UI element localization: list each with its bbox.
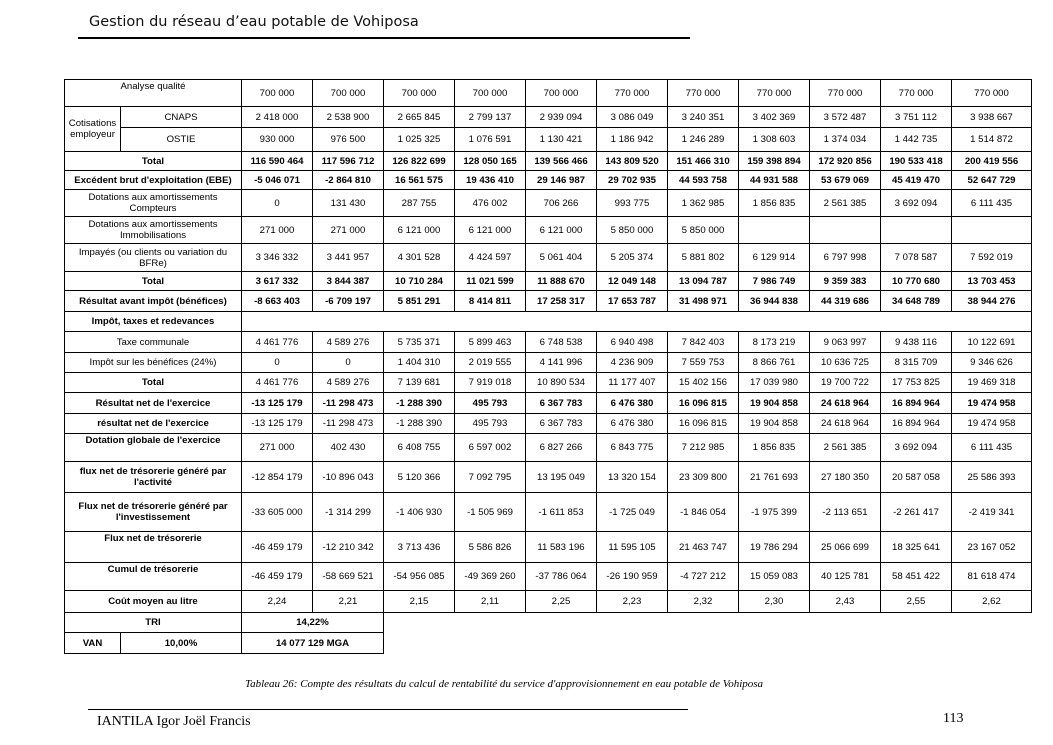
cell: 9 063 997 xyxy=(810,332,881,353)
cell: 9 438 116 xyxy=(881,332,952,353)
row-label: Analyse qualité xyxy=(65,80,242,107)
cell: 23 167 052 xyxy=(952,532,1032,563)
cell: 3 617 332 xyxy=(242,272,313,291)
row-resultat-net-2 xyxy=(65,414,1032,434)
cell: -5 046 071 xyxy=(242,171,313,190)
cell: 6 797 998 xyxy=(810,244,881,272)
cell: 2,43 xyxy=(810,591,881,613)
cell: 976 500 xyxy=(313,128,384,152)
row-ebe xyxy=(65,171,1032,190)
row-ostie xyxy=(65,128,1032,152)
cell: 2,24 xyxy=(242,591,313,613)
cell: 4 461 776 xyxy=(242,373,313,393)
cell: 271 000 xyxy=(242,434,313,462)
cell: 700 000 xyxy=(313,80,384,107)
cell: 8 173 219 xyxy=(739,332,810,353)
cell: 11 888 670 xyxy=(526,272,597,291)
cell: 2,62 xyxy=(952,591,1032,613)
cell: 6 129 914 xyxy=(739,244,810,272)
cell: 3 844 387 xyxy=(313,272,384,291)
cell: 131 430 xyxy=(313,190,384,217)
cell: 11 177 407 xyxy=(597,373,668,393)
cell: 1 025 325 xyxy=(384,128,455,152)
cell: 44 593 758 xyxy=(668,171,739,190)
cell: 128 050 165 xyxy=(455,152,526,171)
cell: 116 590 464 xyxy=(242,152,313,171)
row-label: Dotations aux amortissements Compteurs xyxy=(65,190,242,217)
cell: 1 076 591 xyxy=(455,128,526,152)
cell: 4 589 276 xyxy=(313,332,384,353)
cell: 2 939 094 xyxy=(526,107,597,128)
cell: 17 653 787 xyxy=(597,291,668,312)
cell: 6 121 000 xyxy=(526,217,597,244)
cell: -1 975 399 xyxy=(739,493,810,532)
van-value: 14 077 129 MGA xyxy=(242,633,384,654)
cell: 19 700 722 xyxy=(810,373,881,393)
row-label: Taxe communale xyxy=(65,332,242,353)
cell: 8 866 761 xyxy=(739,353,810,373)
cell: 2 665 845 xyxy=(384,107,455,128)
cell: 139 566 466 xyxy=(526,152,597,171)
cell: 29 702 935 xyxy=(597,171,668,190)
cell: 6 111 435 xyxy=(952,190,1032,217)
cell: 1 856 835 xyxy=(739,434,810,462)
cell: 13 320 154 xyxy=(597,462,668,493)
cell: 19 904 858 xyxy=(739,414,810,434)
cell: 7 842 403 xyxy=(668,332,739,353)
cell: 24 618 964 xyxy=(810,393,881,414)
cell: 0 xyxy=(242,190,313,217)
cell: 3 240 351 xyxy=(668,107,739,128)
cell: 2,21 xyxy=(313,591,384,613)
cell: 7 078 587 xyxy=(881,244,952,272)
cotisations-label: Cotisations employeur xyxy=(65,107,121,152)
cell: 271 000 xyxy=(313,217,384,244)
row-label: Flux net de trésorerie généré par l'investissement xyxy=(65,493,242,532)
cell: 930 000 xyxy=(242,128,313,152)
cell: 31 498 971 xyxy=(668,291,739,312)
cell: 1 442 735 xyxy=(881,128,952,152)
cell: 27 180 350 xyxy=(810,462,881,493)
cell: 770 000 xyxy=(952,80,1032,107)
cell: 19 469 318 xyxy=(952,373,1032,393)
cell: 52 647 729 xyxy=(952,171,1032,190)
cell: 13 195 049 xyxy=(526,462,597,493)
cell: 4 141 996 xyxy=(526,353,597,373)
row-label: Coût moyen au litre xyxy=(65,591,242,613)
cell: 402 430 xyxy=(313,434,384,462)
cell: 36 944 838 xyxy=(739,291,810,312)
footer-divider xyxy=(88,709,688,710)
cell: 17 753 825 xyxy=(881,373,952,393)
tri-value: 14,22% xyxy=(242,613,384,633)
cell: 6 748 538 xyxy=(526,332,597,353)
cell: 16 561 575 xyxy=(384,171,455,190)
blank xyxy=(384,613,1032,633)
row-cnaps xyxy=(65,107,1032,128)
cell: 190 533 418 xyxy=(881,152,952,171)
cell: 19 474 958 xyxy=(952,393,1032,414)
row-cumul-tresorerie xyxy=(65,563,1032,591)
cell: 5 899 463 xyxy=(455,332,526,353)
row-label: OSTIE xyxy=(121,128,242,152)
cell: -54 956 085 xyxy=(384,563,455,591)
cell: 993 775 xyxy=(597,190,668,217)
cell: 13 703 453 xyxy=(952,272,1032,291)
row-dotations-compteurs xyxy=(65,190,1032,217)
cell: 0 xyxy=(242,353,313,373)
cell: -11 298 473 xyxy=(313,393,384,414)
cell: 38 944 276 xyxy=(952,291,1032,312)
row-flux-investissement xyxy=(65,493,1032,532)
cell: 126 822 699 xyxy=(384,152,455,171)
row-analyse xyxy=(65,80,1032,107)
cell: -37 786 064 xyxy=(526,563,597,591)
cell: 18 325 641 xyxy=(881,532,952,563)
cell: 53 679 069 xyxy=(810,171,881,190)
results-table xyxy=(64,79,1032,654)
cell: 11 021 599 xyxy=(455,272,526,291)
cell: 7 986 749 xyxy=(739,272,810,291)
cell: -2 864 810 xyxy=(313,171,384,190)
cell: 25 066 699 xyxy=(810,532,881,563)
cell: 16 096 815 xyxy=(668,393,739,414)
cell: 151 466 310 xyxy=(668,152,739,171)
cell: 3 938 667 xyxy=(952,107,1032,128)
cell: 1 186 942 xyxy=(597,128,668,152)
cell: 17 258 317 xyxy=(526,291,597,312)
van-rate: 10,00% xyxy=(121,633,242,654)
cell: 770 000 xyxy=(597,80,668,107)
cell: 1 246 289 xyxy=(668,128,739,152)
cell: 1 404 310 xyxy=(384,353,455,373)
cell: 15 402 156 xyxy=(668,373,739,393)
cell: 2 418 000 xyxy=(242,107,313,128)
row-label: Flux net de trésorerie xyxy=(65,532,242,563)
cell: 16 894 964 xyxy=(881,393,952,414)
cell: 770 000 xyxy=(668,80,739,107)
cell: 1 856 835 xyxy=(739,190,810,217)
cell: -1 406 930 xyxy=(384,493,455,532)
cell: 17 039 980 xyxy=(739,373,810,393)
cell: 16 894 964 xyxy=(881,414,952,434)
footer-author: IANTILA Igor Joël Francis xyxy=(97,714,251,729)
cell: -49 369 260 xyxy=(455,563,526,591)
cell: 6 121 000 xyxy=(384,217,455,244)
cell: 4 301 528 xyxy=(384,244,455,272)
cell: 19 436 410 xyxy=(455,171,526,190)
cell: -2 261 417 xyxy=(881,493,952,532)
cell: 34 648 789 xyxy=(881,291,952,312)
cell xyxy=(739,217,810,244)
cell: 6 827 266 xyxy=(526,434,597,462)
results-table-body xyxy=(65,80,1032,654)
cell: 81 618 474 xyxy=(952,563,1032,591)
cell xyxy=(881,217,952,244)
section-label: Impôt, taxes et redevances xyxy=(65,312,242,332)
row-label: Excédent brut d'exploitation (EBE) xyxy=(65,171,242,190)
cell: 2 019 555 xyxy=(455,353,526,373)
cell: 5 735 371 xyxy=(384,332,455,353)
cell: 495 793 xyxy=(455,393,526,414)
cell: 9 346 626 xyxy=(952,353,1032,373)
cell: 0 xyxy=(313,353,384,373)
cell: 21 463 747 xyxy=(668,532,739,563)
cell: 19 904 858 xyxy=(739,393,810,414)
cell: -1 288 390 xyxy=(384,393,455,414)
row-dotation-globale xyxy=(65,434,1032,462)
cell: 5 586 826 xyxy=(455,532,526,563)
row-flux-activite xyxy=(65,462,1032,493)
cell: 29 146 987 xyxy=(526,171,597,190)
cell: 19 474 958 xyxy=(952,414,1032,434)
cell: 9 359 383 xyxy=(810,272,881,291)
cell: 700 000 xyxy=(384,80,455,107)
cell: 495 793 xyxy=(455,414,526,434)
cell: 2,25 xyxy=(526,591,597,613)
cell: 4 236 909 xyxy=(597,353,668,373)
cell: 6 367 783 xyxy=(526,393,597,414)
row-label: flux net de trésorerie généré par l'activité xyxy=(65,462,242,493)
cell: 3 441 957 xyxy=(313,244,384,272)
cell: 5 850 000 xyxy=(668,217,739,244)
cell: 8 414 811 xyxy=(455,291,526,312)
row-label: Résultat avant impôt (bénéfices) xyxy=(65,291,242,312)
cell: 6 476 380 xyxy=(597,393,668,414)
cell: 770 000 xyxy=(739,80,810,107)
cell: 11 583 196 xyxy=(526,532,597,563)
cell: 143 809 520 xyxy=(597,152,668,171)
cell: 2 799 137 xyxy=(455,107,526,128)
cell: 2 561 385 xyxy=(810,434,881,462)
cell: 2 538 900 xyxy=(313,107,384,128)
cell: 13 094 787 xyxy=(668,272,739,291)
row-label: Cumul de trésorerie xyxy=(65,563,242,591)
cell: 700 000 xyxy=(526,80,597,107)
cell: -6 709 197 xyxy=(313,291,384,312)
cell: 3 402 369 xyxy=(739,107,810,128)
cell: 6 121 000 xyxy=(455,217,526,244)
cell: 1 514 872 xyxy=(952,128,1032,152)
cell: -1 505 969 xyxy=(455,493,526,532)
row-taxe-communale xyxy=(65,332,1032,353)
cell: 1 362 985 xyxy=(668,190,739,217)
cell: 10 636 725 xyxy=(810,353,881,373)
cell: -26 190 959 xyxy=(597,563,668,591)
cell: 5 850 000 xyxy=(597,217,668,244)
cell: 3 692 094 xyxy=(881,434,952,462)
cell: 3 346 332 xyxy=(242,244,313,272)
row-label: Total xyxy=(65,272,242,291)
cell: 2 561 385 xyxy=(810,190,881,217)
cell: 58 451 422 xyxy=(881,563,952,591)
cell: -1 288 390 xyxy=(384,414,455,434)
cell: 44 931 588 xyxy=(739,171,810,190)
cell: 172 920 856 xyxy=(810,152,881,171)
cell: -2 419 341 xyxy=(952,493,1032,532)
row-total-charges xyxy=(65,152,1032,171)
cell: 6 476 380 xyxy=(597,414,668,434)
cell: 16 096 815 xyxy=(668,414,739,434)
cell: 3 692 094 xyxy=(881,190,952,217)
cell: 40 125 781 xyxy=(810,563,881,591)
row-dotations-immobilisations xyxy=(65,217,1032,244)
cell: 10 770 680 xyxy=(881,272,952,291)
cell: -2 113 651 xyxy=(810,493,881,532)
row-label: Dotation globale de l'exercice xyxy=(65,434,242,462)
row-impot-header xyxy=(65,312,1032,332)
cell: -1 611 853 xyxy=(526,493,597,532)
cell: -4 727 212 xyxy=(668,563,739,591)
row-label: Dotations aux amortissements Immobilisations xyxy=(65,217,242,244)
row-label: Impôt sur les bénéfices (24%) xyxy=(65,353,242,373)
cell: 271 000 xyxy=(242,217,313,244)
cell: 7 212 985 xyxy=(668,434,739,462)
cell: 8 315 709 xyxy=(881,353,952,373)
cell: 6 367 783 xyxy=(526,414,597,434)
cell: 700 000 xyxy=(455,80,526,107)
page-header-title: Gestion du réseau d’eau potable de Vohiposa xyxy=(89,14,419,30)
row-label: Résultat net de l'exercice xyxy=(65,393,242,414)
cell: -13 125 179 xyxy=(242,414,313,434)
cell: 7 092 795 xyxy=(455,462,526,493)
cell: 10 890 534 xyxy=(526,373,597,393)
cell: 10 122 691 xyxy=(952,332,1032,353)
cell: 770 000 xyxy=(810,80,881,107)
row-impot-benefices xyxy=(65,353,1032,373)
cell: 4 461 776 xyxy=(242,332,313,353)
cell: 6 843 775 xyxy=(597,434,668,462)
cell: 706 266 xyxy=(526,190,597,217)
cell: 7 559 753 xyxy=(668,353,739,373)
cell: 6 408 755 xyxy=(384,434,455,462)
header-divider xyxy=(78,37,690,39)
blank xyxy=(384,633,1032,654)
cell xyxy=(810,217,881,244)
table-caption: Tableau 26: Compte des résultats du calcul de rentabilité du service d'approvisionnement en eau potable de Vohiposa xyxy=(245,678,764,690)
cell: -33 605 000 xyxy=(242,493,313,532)
van-label: VAN xyxy=(65,633,121,654)
section-empty-cell xyxy=(242,312,1032,332)
cell: 5 061 404 xyxy=(526,244,597,272)
cell: 1 130 421 xyxy=(526,128,597,152)
cell: -11 298 473 xyxy=(313,414,384,434)
cell: -58 669 521 xyxy=(313,563,384,591)
page-number: 113 xyxy=(943,711,964,726)
cell: 287 755 xyxy=(384,190,455,217)
cell: 20 587 058 xyxy=(881,462,952,493)
row-cout-moyen xyxy=(65,591,1032,613)
cell: 3 751 112 xyxy=(881,107,952,128)
tri-label: TRI xyxy=(65,613,242,633)
cell: 23 309 800 xyxy=(668,462,739,493)
cell: -46 459 179 xyxy=(242,532,313,563)
cell xyxy=(952,217,1032,244)
cell: 6 940 498 xyxy=(597,332,668,353)
row-resultat-net xyxy=(65,393,1032,414)
cell: 2,32 xyxy=(668,591,739,613)
cell: -1 314 299 xyxy=(313,493,384,532)
cell: -12 854 179 xyxy=(242,462,313,493)
row-total-impots xyxy=(65,373,1032,393)
cell: 2,30 xyxy=(739,591,810,613)
cell: 5 851 291 xyxy=(384,291,455,312)
row-van xyxy=(65,633,1032,654)
cell: -46 459 179 xyxy=(242,563,313,591)
cell: 2,11 xyxy=(455,591,526,613)
cell: 11 595 105 xyxy=(597,532,668,563)
cell: 5 881 802 xyxy=(668,244,739,272)
cell: 200 419 556 xyxy=(952,152,1032,171)
cell: 770 000 xyxy=(881,80,952,107)
cell: 6 111 435 xyxy=(952,434,1032,462)
cell: 24 618 964 xyxy=(810,414,881,434)
row-label: Impayés (ou clients ou variation du BFRe) xyxy=(65,244,242,272)
cell: 2,15 xyxy=(384,591,455,613)
row-tri xyxy=(65,613,1032,633)
cell: 1 308 603 xyxy=(739,128,810,152)
cell: 117 596 712 xyxy=(313,152,384,171)
cell: 2,55 xyxy=(881,591,952,613)
cell: 19 786 294 xyxy=(739,532,810,563)
row-resultat-avant-impot xyxy=(65,291,1032,312)
cell: 1 374 034 xyxy=(810,128,881,152)
cell: -8 663 403 xyxy=(242,291,313,312)
cell: -1 725 049 xyxy=(597,493,668,532)
cell: 2,23 xyxy=(597,591,668,613)
cell: 3 572 487 xyxy=(810,107,881,128)
cell: 4 589 276 xyxy=(313,373,384,393)
cell: 3 086 049 xyxy=(597,107,668,128)
row-label: CNAPS xyxy=(121,107,242,128)
cell: 10 710 284 xyxy=(384,272,455,291)
row-label: Total xyxy=(65,152,242,171)
row-flux-net xyxy=(65,532,1032,563)
cell: -10 896 043 xyxy=(313,462,384,493)
cell: 3 713 436 xyxy=(384,532,455,563)
row-label: Total xyxy=(65,373,242,393)
row-impayes xyxy=(65,244,1032,272)
cell: 7 139 681 xyxy=(384,373,455,393)
cell: -12 210 342 xyxy=(313,532,384,563)
cell: 21 761 693 xyxy=(739,462,810,493)
cell: 700 000 xyxy=(242,80,313,107)
cell: -13 125 179 xyxy=(242,393,313,414)
cell: 45 419 470 xyxy=(881,171,952,190)
cell: 159 398 894 xyxy=(739,152,810,171)
cell: 7 592 019 xyxy=(952,244,1032,272)
cell: 12 049 148 xyxy=(597,272,668,291)
cell: 7 919 018 xyxy=(455,373,526,393)
cell: 25 586 393 xyxy=(952,462,1032,493)
cell: 4 424 597 xyxy=(455,244,526,272)
cell: -1 846 054 xyxy=(668,493,739,532)
cell: 6 597 002 xyxy=(455,434,526,462)
cell: 5 205 374 xyxy=(597,244,668,272)
cell: 476 002 xyxy=(455,190,526,217)
cell: 5 120 366 xyxy=(384,462,455,493)
cell: 15 059 083 xyxy=(739,563,810,591)
cell: 44 319 686 xyxy=(810,291,881,312)
row-label: résultat net de l'exercice xyxy=(65,414,242,434)
row-total-dotations xyxy=(65,272,1032,291)
